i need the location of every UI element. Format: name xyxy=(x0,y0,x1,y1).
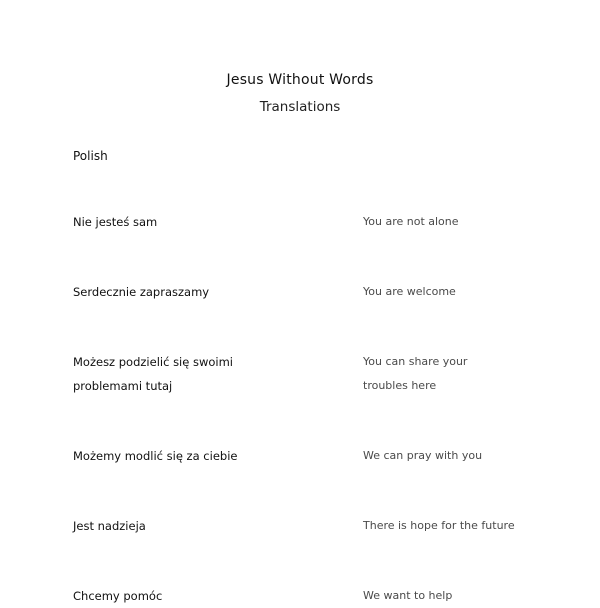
english-translation-line: You are welcome xyxy=(363,285,456,298)
english-translation xyxy=(363,210,583,234)
polish-phrase xyxy=(73,210,343,234)
english-translation-line: You can share your xyxy=(363,355,468,368)
polish-phrase-line: Chcemy pomóc xyxy=(73,589,163,603)
polish-phrase xyxy=(73,514,343,538)
english-translation-line: We want to help xyxy=(363,589,453,602)
document-title: Jesus Without Words xyxy=(226,72,374,88)
english-translation xyxy=(363,444,583,468)
english-translation xyxy=(363,514,583,538)
polish-phrase-line: problemami tutaj xyxy=(73,379,173,393)
english-translation-line: You are not alone xyxy=(363,215,459,228)
polish-phrase-line: Nie jesteś sam xyxy=(73,215,158,229)
english-translation xyxy=(363,280,583,304)
english-translation xyxy=(363,350,583,398)
polish-phrase-line: Możesz podzielić się swoimi xyxy=(73,355,234,369)
polish-phrase xyxy=(73,280,343,304)
language-heading: Polish xyxy=(73,149,108,163)
english-translation-line: There is hope for the future xyxy=(363,519,515,532)
polish-phrase-line: Możemy modlić się za ciebie xyxy=(73,449,238,463)
polish-phrase xyxy=(73,584,343,608)
polish-phrase-line: Serdecznie zapraszamy xyxy=(73,285,210,299)
document-subtitle: Translations xyxy=(259,99,341,115)
english-translation xyxy=(363,584,583,608)
polish-phrase xyxy=(73,350,343,398)
english-translation-line: troubles here xyxy=(363,379,437,392)
polish-phrase-line: Jest nadzieja xyxy=(73,519,146,533)
english-translation-line: We can pray with you xyxy=(363,449,483,462)
polish-phrase xyxy=(73,444,343,468)
